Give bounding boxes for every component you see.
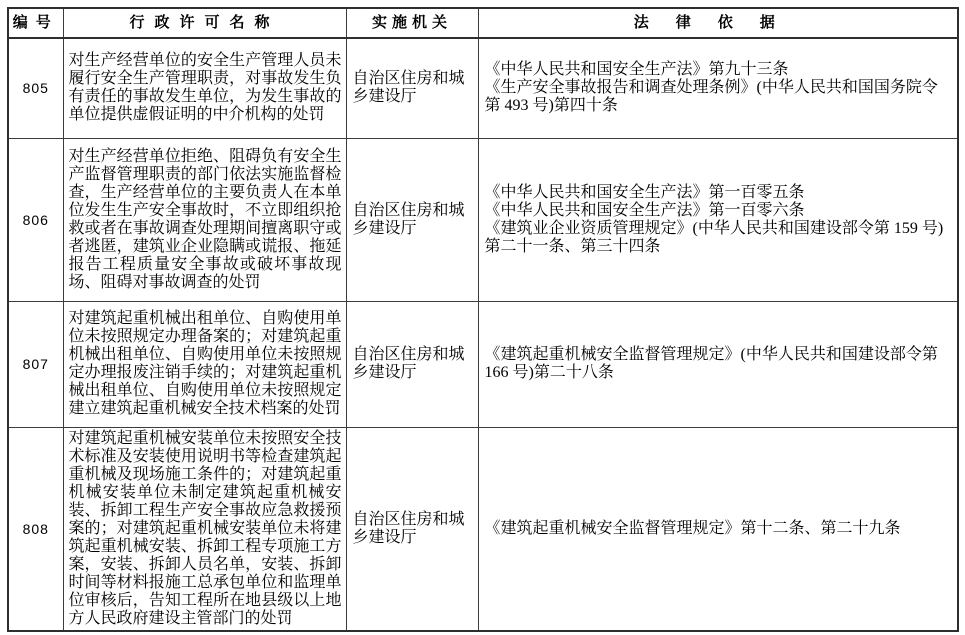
header-legal-label: 法律依据	[633, 15, 802, 31]
cell-name-807: 对建筑起重机械出租单位、自购使用单位未按照规定办理备案的；对建筑起重机械出租单位、自购使用单位未按照规定办理报废注销手续的；对建筑起重机械出租单位、自购使用单位未按照规定建立建筑起重机械安全技术档案的处罚	[63, 301, 346, 427]
permits-table	[7, 7, 959, 632]
cell-legal-808	[478, 427, 958, 631]
table-row-807	[8, 301, 958, 427]
cell-id-808: 808	[8, 427, 63, 631]
cell-id-806: 806	[8, 138, 63, 301]
cell-agency-808: 自治区住房和城乡建设厅	[346, 427, 478, 631]
header-name-label: 行政许可名称	[129, 15, 280, 31]
cell-agency-806: 自治区住房和城乡建设厅	[346, 138, 478, 301]
cell-legal-807	[478, 301, 958, 427]
cell-id-807: 807	[8, 301, 63, 427]
header-name	[63, 8, 346, 38]
legal-citation: 《建筑业企业资质管理规定》(中华人民共和国建设部令第 159 号)第二十一条、第三十四条	[484, 219, 944, 255]
legal-citation: 《生产安全事故报告和调查处理条例》(中华人民共和国国务院令第 493 号)第四十条	[484, 79, 938, 115]
header-agency-label: 实施机关	[371, 15, 452, 31]
legal-citation: 《建筑起重机械安全监督管理规定》(中华人民共和国建设部令第 166 号)第二十八条	[484, 346, 938, 381]
table-row-806	[8, 138, 958, 301]
cell-legal-805	[478, 38, 958, 138]
header-id	[8, 8, 63, 38]
header-row	[8, 8, 958, 38]
cell-agency-805: 自治区住房和城乡建设厅	[346, 38, 478, 138]
legal-citation: 《中华人民共和国安全生产法》第九十三条	[484, 61, 789, 79]
header-agency	[346, 8, 478, 38]
header-id-label: 编号	[12, 15, 59, 31]
legal-citation: 《中华人民共和国安全生产法》第一百零六条	[484, 201, 805, 219]
table-row-805	[8, 38, 958, 138]
header-legal	[478, 8, 958, 38]
table-row-808	[8, 427, 958, 631]
cell-name-808: 对建筑起重机械安装单位未按照安全技术标准及安装使用说明书等检查建筑起重机械及现场施工条件的；对建筑起重机械安装单位未制定建筑起重机械安装、拆卸工程生产安全事故应急救援预案的；对建筑起重机械安装单位未将建筑起重机械安装、拆卸工程专项施工方案，安装、拆卸人员名单，安装、拆卸时间等材料报施工总承包单位和监理单位审核后，告知工程所在地县级以上地方人民政府建设主管部门的处罚	[63, 427, 346, 631]
legal-citation: 《建筑起重机械安全监督管理规定》第十二条、第二十九条	[484, 519, 901, 537]
cell-legal-806	[478, 138, 958, 301]
cell-name-805: 对生产经营单位的安全生产管理人员未履行安全生产管理职责，对事故发生负有责任的事故发生单位，为发生事故的单位提供虚假证明的中介机构的处罚	[63, 38, 346, 138]
legal-citation: 《中华人民共和国安全生产法》第一百零五条	[484, 183, 805, 201]
cell-name-806: 对生产经营单位拒绝、阻碍负有安全生产监督管理职责的部门依法实施监督检查，生产经营单位的主要负责人在本单位发生生产安全事故时，不立即组织抢救或者在事故调查处理期间擅离职守或者逃匿，建筑业企业隐瞒或谎报、拖延报告工程质量安全事故或破坏事故现场、阻碍对事故调查的处罚	[63, 138, 346, 301]
cell-agency-807: 自治区住房和城乡建设厅	[346, 301, 478, 427]
cell-id-805: 805	[8, 38, 63, 138]
